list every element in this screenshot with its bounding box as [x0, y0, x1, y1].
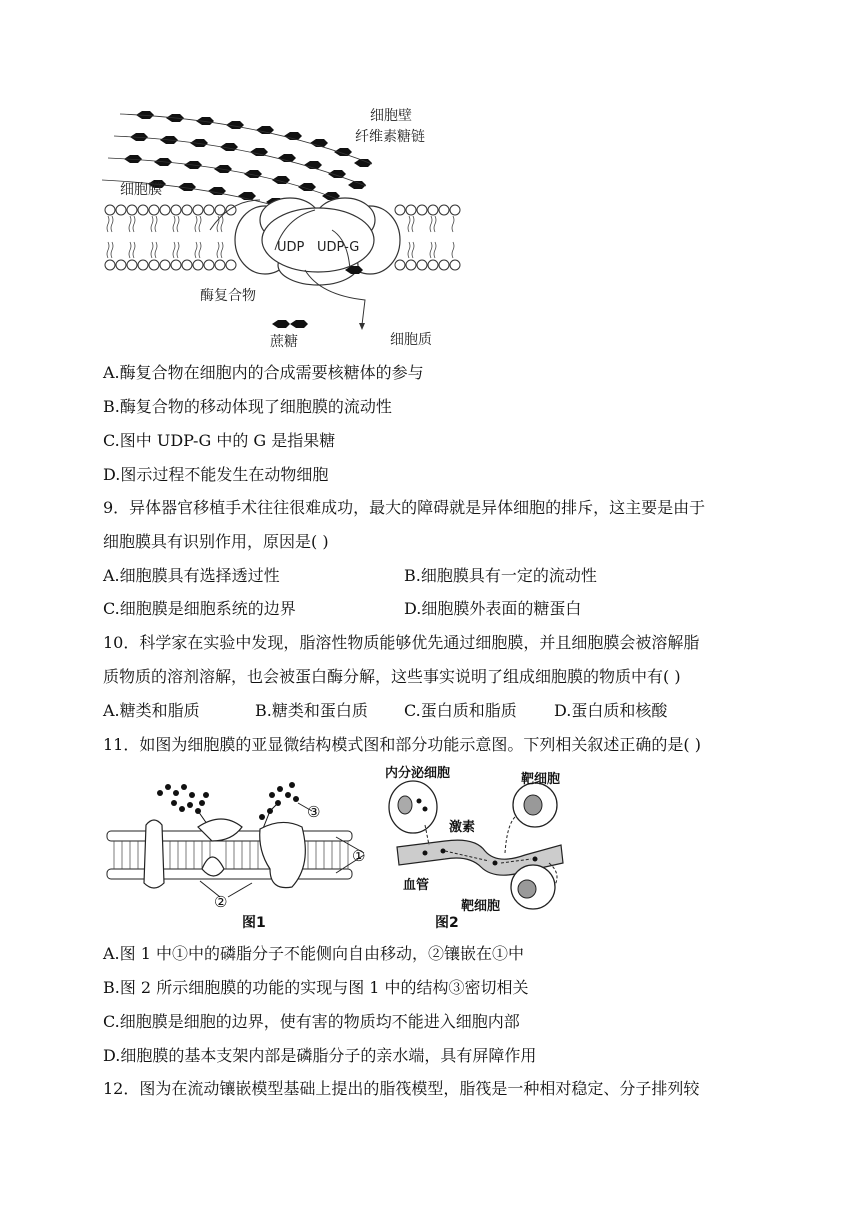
fig1-label-2: ② [214, 893, 228, 911]
label-udp-g: UDP-G [317, 240, 360, 255]
label-udp: UDP [277, 240, 305, 255]
q10-option-b: B.糖类和蛋白质 [255, 701, 368, 720]
q11-option-b: B.图 2 所示细胞膜的功能的实现与图 1 中的结构③密切相关 [103, 978, 529, 997]
endocrine-cell [389, 781, 437, 833]
fig1-caption: 图1 [242, 915, 266, 931]
q11-figure-2 [385, 765, 585, 935]
fig2-label-hormone: 激素 [449, 820, 476, 835]
q8-option-a: A.酶复合物在细胞内的合成需要核糖体的参与 [103, 363, 424, 382]
q10-option-c: C.蛋白质和脂质 [404, 701, 517, 720]
fig2-caption: 图2 [435, 915, 459, 931]
q10-stem-line2: 质物质的溶剂溶解，也会被蛋白酶分解，这些事实说明了组成细胞膜的物质中有( ) [103, 667, 681, 686]
q9-stem-line2: 细胞膜具有识别作用，原因是( ) [103, 532, 329, 551]
q11-stem: 11．如图为细胞膜的亚显微结构模式图和部分功能示意图。下列相关叙述正确的是( ) [103, 735, 701, 754]
q11-option-a: A.图 1 中①中的磷脂分子不能侧向自由移动，②镶嵌在①中 [103, 944, 524, 963]
q9-stem-line1: 9．异体器官移植手术往往很难成功，最大的障碍就是异体细胞的排斥，这主要是由于 [103, 498, 706, 517]
q11-option-d: D.细胞膜的基本支架内部是磷脂分子的亲水端，具有屏障作用 [103, 1046, 537, 1065]
q10-option-a: A.糖类和脂质 [103, 701, 200, 720]
target-cell-bottom [511, 865, 555, 909]
target-cell-top [513, 783, 557, 827]
sucrose-molecule [272, 320, 308, 328]
q8-option-d: D.图示过程不能发生在动物细胞 [103, 465, 329, 484]
label-cell-membrane: 细胞膜 [120, 182, 162, 198]
label-enzyme-complex: 酶复合物 [200, 288, 256, 304]
fig2-label-vessel: 血管 [403, 878, 430, 893]
label-sucrose: 蔗糖 [270, 334, 298, 350]
fig1-label-1: ① [352, 847, 366, 865]
q11-option-c: C.细胞膜是细胞的边界，使有害的物质均不能进入细胞内部 [103, 1012, 520, 1031]
q9-option-d: D.细胞膜外表面的糖蛋白 [404, 599, 582, 618]
q8-option-b: B.酶复合物的移动体现了细胞膜的流动性 [103, 397, 392, 416]
q11-figure-1 [102, 765, 382, 935]
q8-option-c: C.图中 UDP-G 中的 G 是指果糖 [103, 431, 336, 450]
fig2-label-endocrine: 内分泌细胞 [385, 766, 451, 781]
cellulose-synthesis-figure [100, 100, 470, 350]
label-cellulose-chain: 纤维素糖链 [355, 129, 425, 145]
q9-option-a: A.细胞膜具有选择透过性 [103, 566, 280, 585]
q12-stem-line1: 12．图为在流动镶嵌模型基础上提出的脂筏模型，脂筏是一种相对稳定、分子排列较 [103, 1079, 700, 1098]
q9-option-c: C.细胞膜是细胞系统的边界 [103, 599, 296, 618]
q9-option-b: B.细胞膜具有一定的流动性 [404, 566, 597, 585]
fig1-label-3: ③ [307, 803, 321, 821]
fig2-label-target-top: 靶细胞 [521, 772, 561, 787]
label-cell-wall: 细胞壁 [370, 108, 412, 124]
q10-stem-line1: 10．科学家在实验中发现，脂溶性物质能够优先通过细胞膜，并且细胞膜会被溶解脂 [103, 633, 700, 652]
q10-option-d: D.蛋白质和核酸 [554, 701, 668, 720]
fig2-label-target-bottom: 靶细胞 [461, 899, 501, 914]
label-cytoplasm: 细胞质 [390, 332, 432, 348]
